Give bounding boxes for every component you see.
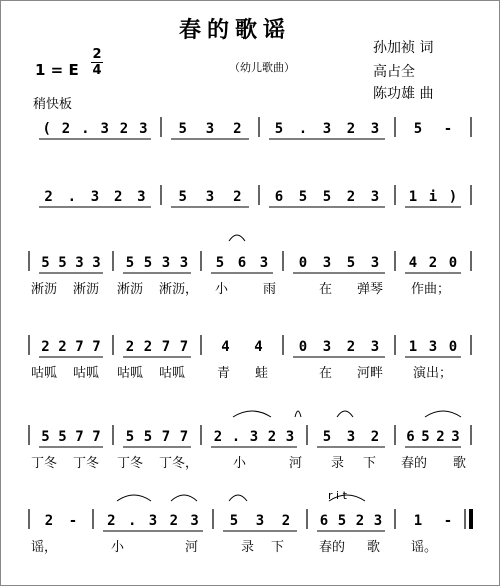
lyric-word: 歌 bbox=[453, 456, 467, 471]
note-glyph: 2 bbox=[233, 189, 242, 205]
note-glyph: 3 bbox=[137, 189, 146, 205]
note-glyph: 5 bbox=[298, 189, 308, 205]
lyric-word: 丁冬 bbox=[117, 456, 144, 471]
note-glyph: 0 bbox=[448, 255, 458, 271]
time-sig-bottom: 4 bbox=[92, 63, 102, 78]
note-glyph: 2 bbox=[233, 121, 242, 137]
note-glyph: 2 bbox=[44, 189, 53, 205]
note-glyph: 3 bbox=[322, 121, 332, 137]
note-glyph: 2 bbox=[143, 339, 153, 355]
note-glyph: 5 bbox=[421, 429, 430, 445]
note-glyph: 4 bbox=[408, 255, 418, 271]
note-glyph: 3 bbox=[92, 255, 101, 271]
note-glyph: 2 bbox=[44, 513, 54, 529]
note-glyph: 3 bbox=[139, 121, 148, 137]
note-glyph: - bbox=[443, 121, 453, 137]
note-glyph: . bbox=[81, 121, 90, 137]
note-glyph: - bbox=[443, 513, 453, 529]
note-glyph: 2 bbox=[169, 513, 179, 529]
composer-credit-1: 高占全 bbox=[373, 64, 415, 80]
note-glyph: 2 bbox=[61, 121, 71, 137]
note-glyph: 3 bbox=[161, 255, 171, 271]
note-glyph: 2 bbox=[119, 121, 129, 137]
note-glyph: 6 bbox=[319, 513, 329, 529]
lyric-word: 谣， bbox=[31, 540, 58, 555]
note-glyph: 5 bbox=[41, 255, 50, 271]
lyric-word: 小 bbox=[215, 282, 229, 297]
note-glyph: 5 bbox=[322, 189, 332, 205]
note-glyph: 7 bbox=[179, 339, 189, 355]
lyric-word: 作曲； bbox=[411, 282, 451, 297]
note-glyph: 5 bbox=[178, 121, 187, 137]
note-glyph: 3 bbox=[322, 255, 332, 271]
time-sig-top: 2 bbox=[92, 47, 102, 62]
note-glyph: 1 bbox=[413, 513, 423, 529]
note-glyph: . bbox=[67, 189, 77, 205]
note-glyph: 5 bbox=[337, 513, 347, 529]
lyric-word: 歌 bbox=[367, 540, 381, 555]
lyric-word: 录 bbox=[241, 540, 255, 555]
note-glyph: 5 bbox=[125, 429, 135, 445]
note-glyph: 4 bbox=[254, 339, 263, 355]
note-glyph: 7 bbox=[161, 339, 171, 355]
lyric-word: 丁冬 bbox=[31, 456, 58, 471]
lyric-word: 下 bbox=[271, 540, 285, 555]
slur-mark bbox=[329, 495, 365, 501]
key-signature: 1 = E bbox=[35, 61, 79, 79]
note-glyph: i bbox=[428, 189, 438, 205]
lyric-word: 蛙 bbox=[255, 366, 269, 381]
note-glyph: 3 bbox=[190, 513, 199, 529]
note-glyph: 3 bbox=[205, 121, 215, 137]
note-glyph: 3 bbox=[322, 339, 332, 355]
note-glyph: 5 bbox=[215, 255, 225, 271]
lyric-word: 咕呱 bbox=[31, 366, 58, 381]
note-glyph: 5 bbox=[346, 255, 356, 271]
lyricist-credit: 孙加祯 词 bbox=[373, 40, 434, 56]
lyric-word: 在 bbox=[319, 282, 333, 297]
lyric-word: 在 bbox=[319, 366, 333, 381]
note-glyph: 7 bbox=[75, 339, 84, 355]
lyric-word: 小 bbox=[233, 456, 247, 471]
note-glyph: 3 bbox=[370, 121, 380, 137]
note-glyph: 3 bbox=[75, 255, 84, 271]
lyric-word: 谣。 bbox=[411, 540, 438, 555]
lyric-word: 河畔 bbox=[357, 366, 384, 381]
lyric-word: 淅沥 bbox=[73, 282, 100, 297]
note-glyph: 7 bbox=[92, 429, 101, 445]
note-glyph: 3 bbox=[373, 513, 383, 529]
note-glyph: ( bbox=[42, 121, 51, 137]
slur-mark bbox=[229, 495, 247, 501]
note-glyph: 5 bbox=[41, 429, 50, 445]
lyric-word: 演出； bbox=[413, 366, 453, 381]
slur-mark bbox=[117, 495, 151, 501]
lyric-word: 雨 bbox=[263, 282, 277, 297]
note-glyph: 5 bbox=[125, 255, 135, 271]
lyric-word: 咕呱 bbox=[73, 366, 100, 381]
note-glyph: 2 bbox=[267, 429, 277, 445]
lyric-word: 淅沥， bbox=[159, 282, 199, 297]
note-glyph: 3 bbox=[255, 513, 265, 529]
note-glyph: - bbox=[68, 513, 78, 529]
note-glyph: 3 bbox=[148, 513, 158, 529]
lyric-word: 小 bbox=[111, 540, 125, 555]
lyric-word: 下 bbox=[363, 456, 377, 471]
slur-mark bbox=[337, 411, 353, 417]
note-glyph: 2 bbox=[58, 339, 67, 355]
lyric-word: 咕呱 bbox=[117, 366, 144, 381]
note-glyph: 3 bbox=[370, 189, 380, 205]
note-glyph: 2 bbox=[436, 429, 445, 445]
slur-mark bbox=[295, 411, 301, 417]
note-glyph: 0 bbox=[298, 255, 308, 271]
note-glyph: 1 bbox=[408, 189, 418, 205]
note-glyph: 6 bbox=[406, 429, 415, 445]
lyric-word: 河 bbox=[185, 540, 199, 555]
note-glyph: 3 bbox=[259, 255, 269, 271]
lyric-word: 丁冬 bbox=[73, 456, 100, 471]
slur-mark bbox=[425, 411, 461, 417]
note-glyph: 3 bbox=[451, 429, 460, 445]
lyric-word: 河 bbox=[289, 456, 303, 471]
note-glyph: 5 bbox=[229, 513, 239, 529]
note-glyph: . bbox=[127, 513, 137, 529]
note-glyph: 2 bbox=[125, 339, 135, 355]
note-glyph: 0 bbox=[298, 339, 308, 355]
slur-mark bbox=[233, 411, 271, 417]
note-glyph: 3 bbox=[285, 429, 295, 445]
note-glyph: 7 bbox=[179, 429, 189, 445]
score-notation bbox=[1, 1, 500, 587]
note-glyph: 0 bbox=[448, 339, 458, 355]
lyric-word: 咕呱 bbox=[159, 366, 186, 381]
note-glyph: 2 bbox=[346, 339, 356, 355]
note-glyph: 7 bbox=[92, 339, 101, 355]
note-glyph: 6 bbox=[274, 189, 284, 205]
note-glyph: 5 bbox=[58, 255, 67, 271]
lyric-word: 春的 bbox=[319, 540, 346, 555]
note-glyph: 2 bbox=[107, 513, 116, 529]
lyric-word: 淅沥 bbox=[31, 282, 58, 297]
composer-credit-2: 陈功雄 曲 bbox=[373, 86, 434, 102]
slur-mark bbox=[171, 495, 197, 501]
note-glyph: 2 bbox=[41, 339, 50, 355]
note-glyph: 3 bbox=[249, 429, 259, 445]
note-glyph: . bbox=[231, 429, 241, 445]
note-glyph: 1 bbox=[408, 339, 418, 355]
note-glyph: 7 bbox=[75, 429, 84, 445]
note-glyph: 5 bbox=[143, 429, 153, 445]
note-glyph: 2 bbox=[213, 429, 223, 445]
note-glyph: 3 bbox=[205, 189, 215, 205]
genre-label: （幼儿歌曲） bbox=[229, 61, 295, 74]
note-glyph: 3 bbox=[346, 429, 356, 445]
note-glyph: 3 bbox=[370, 339, 380, 355]
tempo-marking: 稍快板 bbox=[33, 97, 73, 112]
note-glyph: 3 bbox=[428, 339, 438, 355]
note-glyph: 2 bbox=[113, 189, 123, 205]
ritardando-marking: r i t bbox=[328, 489, 347, 502]
note-glyph: . bbox=[298, 121, 308, 137]
note-glyph: 5 bbox=[322, 429, 332, 445]
note-glyph: 5 bbox=[143, 255, 153, 271]
lyric-word: 录 bbox=[331, 456, 345, 471]
note-glyph: 6 bbox=[237, 255, 247, 271]
note-glyph: 5 bbox=[413, 121, 423, 137]
song-title: 春的歌谣 bbox=[179, 17, 292, 43]
note-glyph: 3 bbox=[100, 121, 109, 137]
note-glyph: 5 bbox=[274, 121, 284, 137]
lyric-word: 淅沥 bbox=[117, 282, 144, 297]
note-glyph: 3 bbox=[90, 189, 100, 205]
note-glyph: 2 bbox=[355, 513, 365, 529]
note-glyph: 2 bbox=[346, 189, 356, 205]
note-glyph: 3 bbox=[370, 255, 380, 271]
note-glyph: 2 bbox=[370, 429, 380, 445]
lyric-word: 青 bbox=[217, 366, 231, 381]
note-glyph: 5 bbox=[178, 189, 187, 205]
lyric-word: 丁冬， bbox=[159, 456, 199, 471]
note-glyph: 2 bbox=[281, 513, 291, 529]
note-glyph: 2 bbox=[428, 255, 438, 271]
note-glyph: 4 bbox=[221, 339, 230, 355]
lyric-word: 弹琴 bbox=[357, 282, 384, 297]
note-glyph: 7 bbox=[161, 429, 171, 445]
note-glyph: 3 bbox=[179, 255, 189, 271]
slur-mark bbox=[229, 235, 245, 241]
note-glyph: 2 bbox=[346, 121, 356, 137]
note-glyph: 5 bbox=[58, 429, 67, 445]
note-glyph: ) bbox=[448, 189, 458, 205]
lyric-word: 春的 bbox=[401, 456, 428, 471]
